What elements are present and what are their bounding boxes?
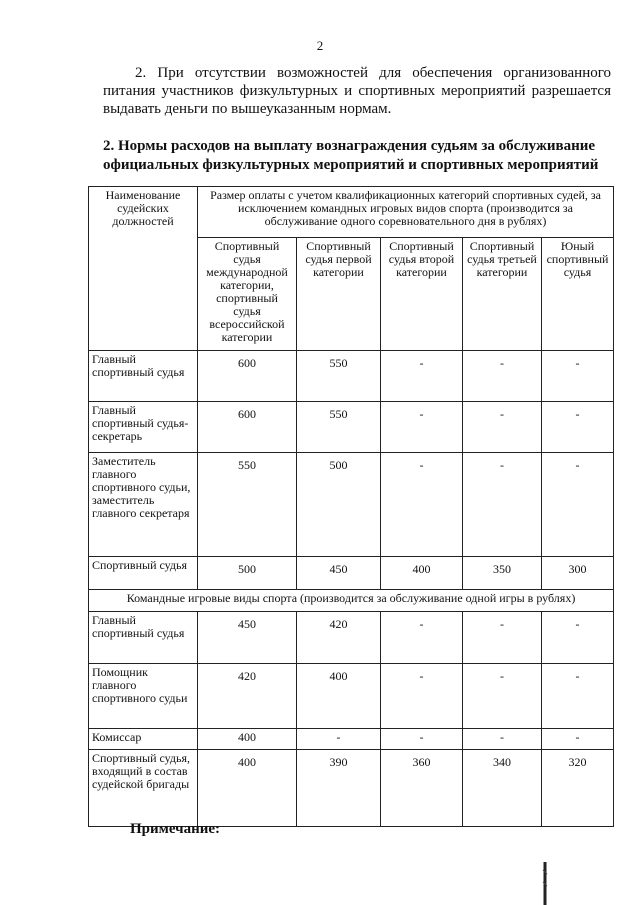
- cell-value: -: [463, 402, 542, 453]
- section-row-team-sports: Командные игровые виды спорта (производится за обслуживание одной игры в рублях): [89, 590, 614, 612]
- cell-value: -: [297, 729, 381, 750]
- col-header-junior: Юный спортивный судья: [542, 238, 614, 351]
- signature-mark: [542, 862, 548, 905]
- cell-value: -: [463, 612, 542, 664]
- cell-value: -: [542, 612, 614, 664]
- row-name: Помощник главного спортивного судьи: [89, 664, 198, 729]
- col-header-first-category: Спортивный судья первой категории: [297, 238, 381, 351]
- cell-value: 400: [198, 729, 297, 750]
- row-name: Комиссар: [89, 729, 198, 750]
- table-row: [89, 453, 614, 557]
- cell-value: -: [542, 453, 614, 557]
- cell-value: 550: [198, 453, 297, 557]
- row-name: Главный спортивный судья: [89, 351, 198, 402]
- table-row: [89, 750, 614, 827]
- col-group-header: Размер оплаты с учетом квалификационных категорий спортивных судей, за исключением командных игровых видов спорта (производится за обслуживание одного соревновательного дня в рублях): [198, 187, 614, 238]
- cell-value: -: [463, 453, 542, 557]
- cell-value: 400: [297, 664, 381, 729]
- table-row: [89, 557, 614, 590]
- table-row: [89, 351, 614, 402]
- cell-value: 550: [297, 351, 381, 402]
- cell-value: -: [542, 729, 614, 750]
- cell-value: 390: [297, 750, 381, 827]
- row-name: Главный спортивный судья: [89, 612, 198, 664]
- cell-value: 550: [297, 402, 381, 453]
- col-header-intl-category: Спортивный судья международной категории, спортивный судья всероссийской категории: [198, 238, 297, 351]
- col-header-second-category: Спортивный судья второй категории: [381, 238, 463, 351]
- cell-value: 420: [198, 664, 297, 729]
- cell-value: -: [463, 351, 542, 402]
- cell-value: -: [381, 453, 463, 557]
- cell-value: 320: [542, 750, 614, 827]
- col-header-third-category: Спортивный судья третьей категории: [463, 238, 542, 351]
- cell-value: 400: [381, 557, 463, 590]
- cell-value: -: [463, 664, 542, 729]
- cell-value: -: [381, 402, 463, 453]
- table-row: [89, 729, 614, 750]
- row-name: Спортивный судья: [89, 557, 198, 590]
- paragraph-item-2: 2. При отсутствии возможностей для обеспечения организованного питания участников физкультурных и спортивных мероприятий разрешается выдавать деньги по вышеуказанным нормам.: [103, 65, 611, 117]
- cell-value: -: [542, 351, 614, 402]
- referee-fee-table: [88, 186, 614, 827]
- cell-value: 600: [198, 402, 297, 453]
- section-heading: 2. Нормы расходов на выплату вознаграждения судьям за обслуживание официальных физкультурных мероприятий и спортивных мероприятий: [103, 138, 599, 173]
- table-row: [89, 612, 614, 664]
- cell-value: 360: [381, 750, 463, 827]
- cell-value: -: [542, 402, 614, 453]
- cell-value: 500: [297, 453, 381, 557]
- cell-value: 350: [463, 557, 542, 590]
- table-row: [89, 664, 614, 729]
- cell-value: -: [463, 729, 542, 750]
- row-name: Главный спортивный судья-секретарь: [89, 402, 198, 453]
- cell-value: 450: [297, 557, 381, 590]
- table-row: [89, 402, 614, 453]
- cell-value: 400: [198, 750, 297, 827]
- cell-value: 500: [198, 557, 297, 590]
- cell-value: 300: [542, 557, 614, 590]
- cell-value: -: [381, 612, 463, 664]
- row-name: Спортивный судья, входящий в состав судейской бригады: [89, 750, 198, 827]
- cell-value: -: [542, 664, 614, 729]
- row-name: Заместитель главного спортивного судьи, заместитель главного секретаря: [89, 453, 198, 557]
- cell-value: 450: [198, 612, 297, 664]
- cell-value: 340: [463, 750, 542, 827]
- page-number: 2: [316, 38, 324, 53]
- note-label: Примечание:: [130, 821, 221, 837]
- cell-value: 420: [297, 612, 381, 664]
- col-header-position: Наименование судейских должностей: [89, 187, 198, 351]
- cell-value: -: [381, 664, 463, 729]
- cell-value: -: [381, 729, 463, 750]
- cell-value: 600: [198, 351, 297, 402]
- cell-value: -: [381, 351, 463, 402]
